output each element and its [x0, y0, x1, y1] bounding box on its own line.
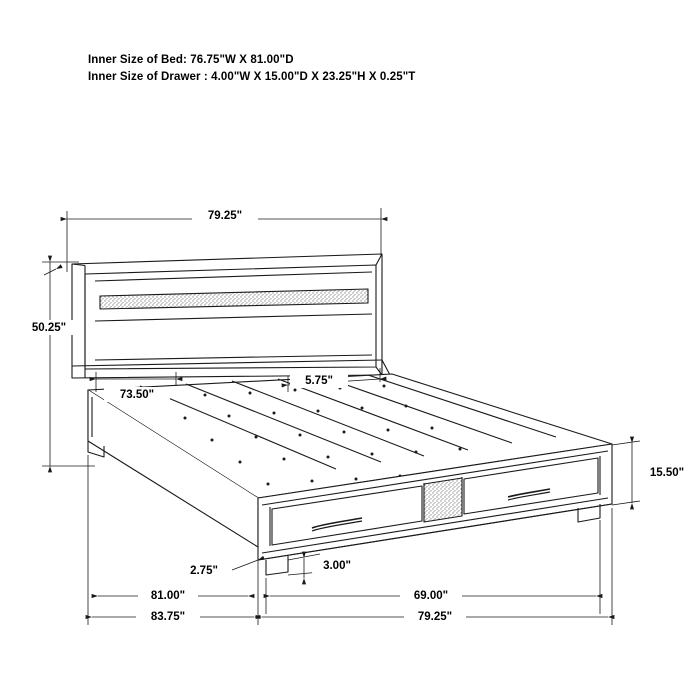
dim-headboard-inner-width: 73.50"	[119, 389, 155, 401]
dim-footboard-width: 79.25"	[417, 611, 453, 623]
dim-headboard-offset: 5.75"	[305, 375, 333, 387]
dim-footboard-inner-width: 69.00"	[413, 590, 449, 602]
dim-headboard-height: 50.25"	[31, 322, 67, 334]
dim-headboard-width: 79.25"	[207, 210, 243, 222]
dim-leg-clearance: 3.00"	[323, 560, 351, 572]
dim-side-length: 81.00"	[150, 590, 186, 602]
spec-line-bed: Inner Size of Bed: 76.75"W X 81.00"D	[88, 54, 294, 66]
dim-rail-thickness: 2.75"	[190, 565, 218, 577]
spec-line-drawer: Inner Size of Drawer : 4.00"W X 15.00"D X 23.25"H X 0.25"T	[88, 71, 416, 83]
dim-side-length-overall: 83.75"	[150, 611, 186, 623]
dim-footboard-height: 15.50"	[649, 467, 685, 479]
